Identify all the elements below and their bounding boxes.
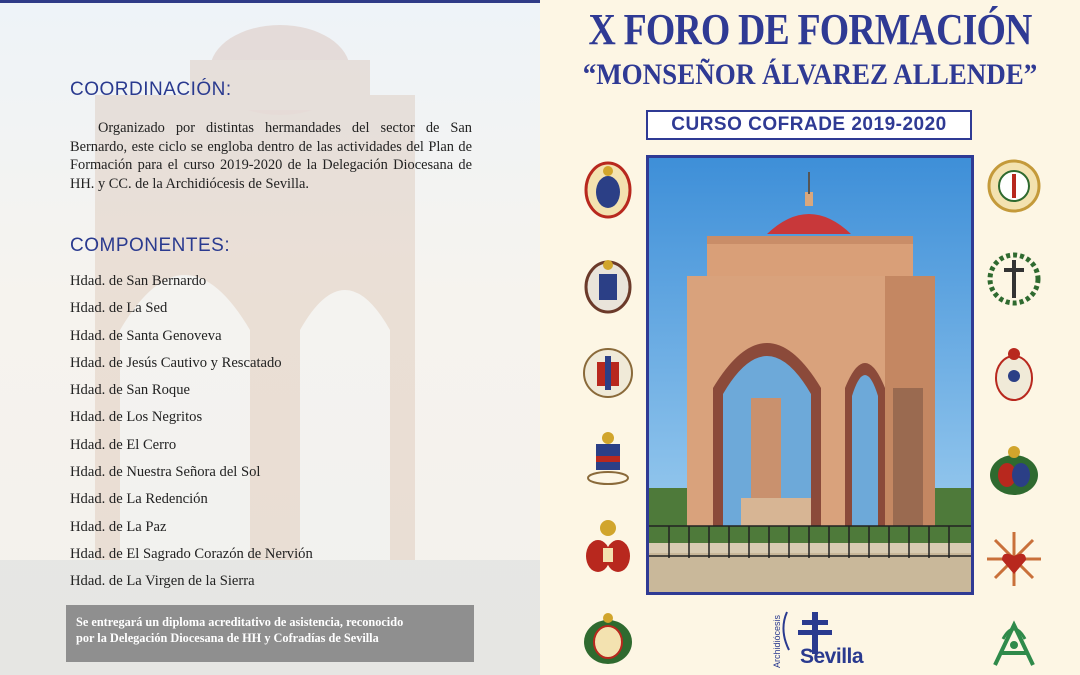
list-item: Hdad. de La Paz [70,518,167,535]
forum-title: X FORO DE FORMACIÓN [588,5,1032,54]
list-item: Hdad. de La Redención [70,491,208,508]
diploma-note-line-2: por la Delegación Diocesana de HH y Cofradías de Sevilla [76,631,379,645]
componentes-heading: COMPONENTES: [70,235,231,256]
monument-photo [646,155,974,595]
archdiocese-wordmark: Sevilla [800,645,864,668]
hermandad-crest-icon [579,344,637,402]
list-item: Hdad. de Santa Genoveva [70,327,222,344]
list-item: Hdad. de Nuestra Señora del Sol [70,464,261,481]
list-item: Hdad. de El Cerro [70,436,177,453]
hermandad-crest-icon [985,346,1043,404]
diploma-note [66,605,474,662]
list-item: Hdad. de San Bernardo [70,273,207,289]
list-item: Hdad. de San Roque [70,382,190,399]
list-item: Hdad. de El Sagrado Corazón de Nervión [70,545,313,562]
marian-monogram-icon [985,615,1043,673]
hermandad-crest-icon [579,256,637,314]
archdiocese-side-label: Archidiócesis [772,614,782,668]
forum-subtitle: “MONSEÑOR ÁLVAREZ ALLENDE” [582,58,1038,91]
curso-badge: CURSO COFRADE 2019-2020 [646,110,972,140]
hermandad-crest-icon [579,430,637,488]
hermandad-crest-icon [985,443,1043,501]
diploma-note-line-1: Se entregará un diploma acreditativo de asistencia, reconocido [76,615,404,629]
hermandad-crest-icon [985,250,1043,308]
list-item: Hdad. de Jesús Cautivo y Rescatado [70,354,282,371]
right-panel [540,0,1080,675]
coordinacion-heading: COORDINACIÓN: [70,79,232,100]
intro-paragraph: Organizado por distintas hermandades del sector de San Bernardo, este ciclo se engloba dentro de las actividades del Plan de Formación para el curso 2019-2020 de la Delegación Diocesana de HH. y CC. de la Archidiócesis de Sevilla. [70,120,472,192]
monument-illustration [649,158,971,592]
hermandad-crest-icon [579,610,637,668]
hermandad-crest-icon [579,161,637,219]
list-item: Hdad. de La Sed [70,300,168,317]
hermandad-crest-icon [985,157,1043,215]
componentes-list [70,268,313,596]
list-item: Hdad. de Los Negritos [70,409,203,426]
hermandad-crest-icon [579,518,637,576]
list-item: Hdad. de La Virgen de la Sierra [70,573,255,590]
sacred-heart-icon [985,530,1043,588]
